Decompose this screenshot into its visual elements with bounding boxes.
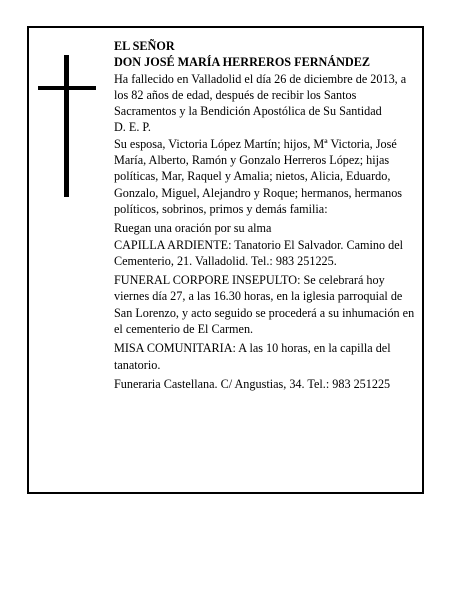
- obituary-text: [114, 38, 416, 392]
- cross-horizontal-bar: [38, 86, 96, 90]
- rip-abbreviation: D. E. P.: [114, 120, 151, 135]
- funeral-info: FUNERAL CORPORE INSEPULTO: Se celebrará hoy viernes día 27, a las 16.30 horas, en la iglesia parroquial de San Lorenzo, y acto seguido se procederá a su inhumación en el cementerio de El Carmen.: [114, 273, 415, 337]
- chapel-info: CAPILLA ARDIENTE: Tanatorio El Salvador. Camino del Cementerio, 21. Valladolid. Tel.: 983 251225.: [114, 237, 404, 268]
- funeral-home-info: Funeraria Castellana. C/ Angustias, 34. Tel.: 983 251225: [114, 376, 391, 391]
- deceased-name: DON JOSÉ MARÍA HERREROS FERNÁNDEZ: [114, 55, 370, 70]
- notice-title: EL SEÑOR: [114, 39, 175, 53]
- death-announcement: Ha fallecido en Valladolid el día 26 de diciembre de 2013, a los 82 años de edad, después de recibir los Santos Sacramentos y la Bendición Apostólica de Su Santidad: [114, 71, 407, 119]
- cross-vertical-bar: [64, 55, 69, 197]
- community-mass-info: MISA COMUNITARIA: A las 10 horas, en la capilla del tanatorio.: [114, 341, 391, 372]
- latin-cross-icon: [38, 55, 96, 197]
- prayer-request: Ruegan una oración por su alma: [114, 221, 272, 236]
- family-mourners: Su esposa, Victoria López Martín; hijos, Mª Victoria, José María, Alberto, Ramón y Gonzalo Herreros López; hijas políticas, Mar, Raquel y Amalia; nietos, Alicia, Eduardo, Gonzalo, Miguel, Alejandro y Roque; hermanos, hermanos políticos, sobrinos, primos y demás familia:: [114, 136, 403, 216]
